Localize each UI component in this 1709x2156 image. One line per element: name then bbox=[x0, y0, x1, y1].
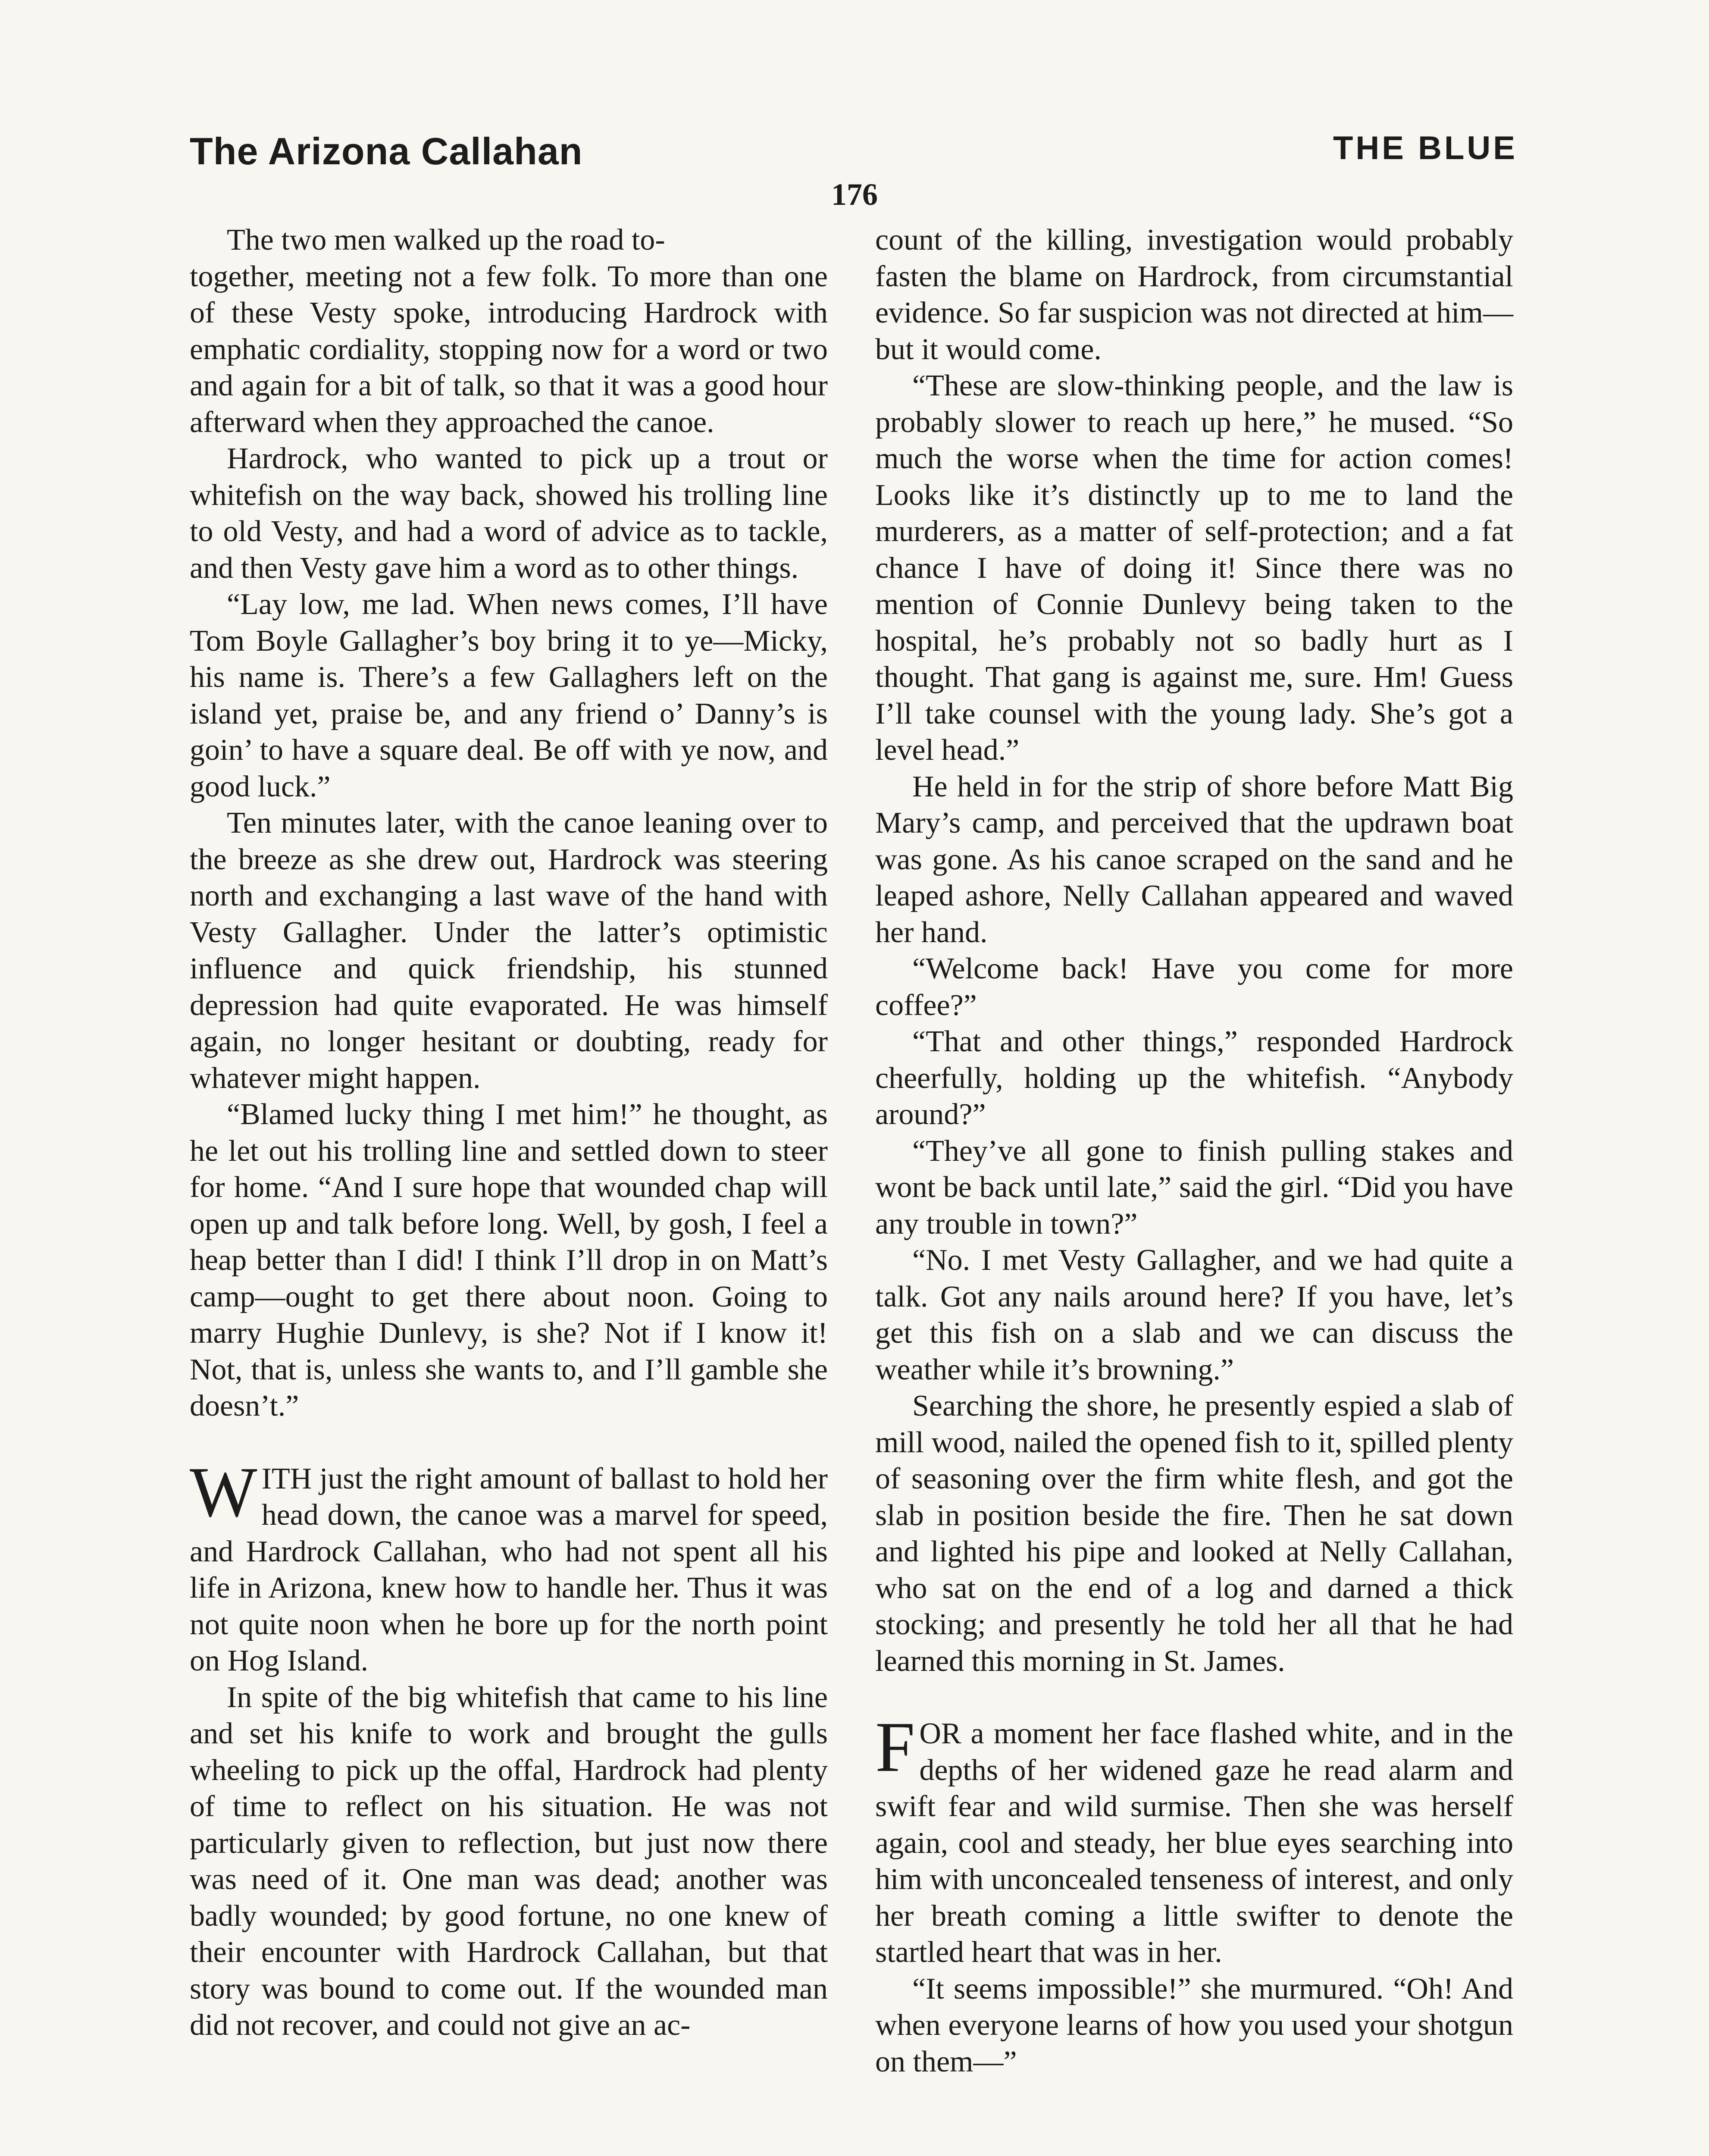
section-paragraph bbox=[190, 1452, 828, 1680]
paragraph: In spite of the big whitefish that came to his line and set his knife to work and brought the gulls wheeling to pick up the offal, Hardrock had plenty of time to reflect on his situation. He was not particularly given to reflection, but just now there was need of it. One man was dead; another was badly wounded; by good fortune, no one knew of their encounter with Hardrock Callahan, but that story was bound to come out. If the wounded man did not recover, and could not give an ac- bbox=[190, 1680, 828, 2042]
drop-cap: W bbox=[190, 1452, 257, 1532]
paragraph: “They’ve all gone to finish pulling stakes and wont be back until late,” said the girl. “Did you have any trouble in town?” bbox=[875, 1134, 1513, 1241]
paragraph: “That and other things,” responded Hardrock cheerfully, holding up the whitefish. “Anybody around?” bbox=[875, 1025, 1513, 1131]
paragraph: “These are slow-thinking people, and the law is probably slower to reach up here,” he mused. “So much the worse when the time for action comes! Looks like it’s distinctly up to me to land the murderers, as a matter of self-protection; and a fat chance I have of doing it! Since there was no mention of Connie Dunlevy being taken to the hospital, he’s probably not so badly hurt as I thought. That gang is against me, sure. Hm! Guess I’ll take counsel with the young lady. She’s got a level head.” bbox=[875, 369, 1513, 767]
paragraph: He held in for the strip of shore before Matt Big Mary’s camp, and perceived that the updrawn boat was gone. As his canoe scraped on the sand and he leaped ashore, Nelly Callahan appeared and waved her hand. bbox=[875, 770, 1513, 949]
page-title: The Arizona Callahan bbox=[190, 130, 583, 172]
paragraph: “It seems impossible!” she murmured. “Oh! And when everyone learns of how you used your shotgun on them—” bbox=[875, 1972, 1513, 2078]
paragraph: together, meeting not a few folk. To more than one of these Vesty spoke, introducing Hardrock with emphatic cordiality, stopping now for a word or two and again for a bit of talk, so that it was a good hour afterward when they approached the canoe. bbox=[190, 260, 828, 439]
opening-line: The two men walked up the road to- bbox=[227, 223, 665, 257]
paragraph: Ten minutes later, with the canoe leaning over to the breeze as she drew out, Hardrock was steering north and exchanging a last wave of the hand with Vesty Gallagher. Under the latter’s optimistic influence and quick friendship, his stunned depression had quite evaporated. He was himself again, no longer hesitant or doubting, ready for whatever might happen. bbox=[190, 806, 828, 1095]
text-column-right bbox=[875, 222, 1513, 2080]
magazine-name: THE BLUE bbox=[1333, 130, 1518, 166]
drop-cap: F bbox=[875, 1707, 915, 1786]
text-column-left bbox=[190, 222, 828, 2044]
page-number: 176 bbox=[831, 177, 878, 212]
paragraph: count of the killing, investigation would probably fasten the blame on Hardrock, from circumstantial evidence. So far suspicion was not directed at him—but it would come. bbox=[875, 223, 1513, 366]
paragraph-text: ITH just the right amount of ballast to hold her head down, the canoe was a marvel for speed, and Hardrock Callahan, who had not spent all his life in Arizona, knew how to handle her. Thus it was not quite noon when he bore up for the north point on Hog Island. bbox=[190, 1462, 828, 1677]
paragraph: “Blamed lucky thing I met him!” he thought, as he let out his trolling line and settled down to steer for home. “And I sure hope that wounded chap will open up and talk before long. Well, by gosh, I feel a heap better than I did! I think I’ll drop in on Matt’s camp—ought to get there about noon. Going to marry Hughie Dunlevy, is she? Not if I know it! Not, that is, unless she wants to, and I’ll gamble she doesn’t.” bbox=[190, 1098, 828, 1423]
paragraph: “No. I met Vesty Gallagher, and we had quite a talk. Got any nails around here? If you have, let’s get this fish on a slab and we can discuss the weather while it’s browning.” bbox=[875, 1244, 1513, 1386]
paragraph: “Welcome back! Have you come for more coffee?” bbox=[875, 952, 1513, 1022]
paragraph: Searching the shore, he presently espied a slab of mill wood, nailed the opened fish to it, spilled plenty of seasoning over the firm white flesh, and got the slab in position beside the fire. Then he sat down and lighted his pipe and looked at Nelly Callahan, who sat on the end of a log and darned a thick stocking; and presently he told her all that he had learned this morning in St. James. bbox=[875, 1389, 1513, 1678]
section-paragraph bbox=[875, 1707, 1513, 1971]
paragraph: Hardrock, who wanted to pick up a trout or whitefish on the way back, showed his trolling line to old Vesty, and had a word of advice as to tackle, and then Vesty gave him a word as to other things. bbox=[190, 442, 828, 585]
paragraph: “Lay low, me lad. When news comes, I’ll have Tom Boyle Gallagher’s boy bring it to ye—Micky, his name is. There’s a few Gallaghers left on the island yet, praise be, and any friend o’ Danny’s is goin’ to have a square deal. Be off with ye now, and good luck.” bbox=[190, 588, 828, 803]
paragraph-text: OR a moment her face flashed white, and in the depths of her widened gaze he read alarm and swift fear and wild surmise. Then she was herself again, cool and steady, her blue eyes searching into him with unconcealed tenseness of interest, and only her breath coming a little swifter to denote the startled heart that was in her. bbox=[875, 1717, 1513, 1969]
